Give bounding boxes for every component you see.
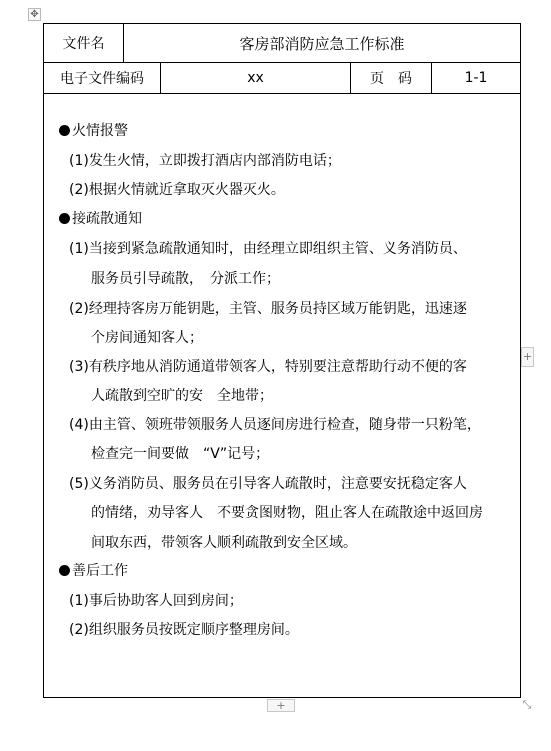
content-area <box>44 94 520 697</box>
header-row-title <box>44 24 520 63</box>
insert-row-button[interactable] <box>267 699 295 712</box>
plus-icon: + <box>522 350 533 363</box>
list-item: (3)有秩序地从消防通道带领客人，特别要注意帮助行动不便的客 <box>69 359 467 375</box>
header-row-code <box>44 63 520 94</box>
list-item-continuation: 个房间通知客人； <box>91 330 203 346</box>
list-item-continuation: 的情绪，劝导客人 不要贪图财物，阻止客人在疏散途中返回房 <box>91 505 483 521</box>
bullet-icon <box>59 125 70 136</box>
section-title: 火情报警 <box>72 123 128 139</box>
list-item-continuation: 检查完一间要做 “V”记号； <box>91 446 270 462</box>
document-table <box>43 23 521 698</box>
bullet-icon <box>59 565 70 576</box>
code-label: 电子文件编码 <box>60 71 144 87</box>
list-item: (1)当接到紧急疏散通知时，由经理立即组织主管、义务消防员、 <box>69 241 467 257</box>
section-title: 善后工作 <box>72 563 128 579</box>
list-item-continuation: 服务员引导疏散， 分派工作； <box>91 271 280 287</box>
file-name-label-cell <box>44 24 124 62</box>
section-title: 接疏散通知 <box>72 211 142 227</box>
section-evacuation-heading <box>59 209 142 229</box>
page-label: 页 码 <box>370 71 412 87</box>
list-item: (4)由主管、领班带领服务人员逐间房进行检查，随身带一只粉笔， <box>69 417 481 433</box>
list-item: (1)发生火情，立即拨打酒店内部消防电话； <box>69 153 341 169</box>
list-item: (2)经理持客房万能钥匙，主管、服务员持区域万能钥匙，迅速逐 <box>69 301 467 317</box>
code-value-cell <box>161 63 351 93</box>
bullet-icon <box>59 213 70 224</box>
list-item-continuation: 人疏散到空旷的安 全地带； <box>91 388 273 404</box>
document-title: 客房部消防应急工作标准 <box>239 34 405 53</box>
file-name-label: 文件名 <box>62 36 105 52</box>
list-item: (5)义务消防员、服务员在引导客人疏散时，注意要安抚稳定客人 <box>69 476 467 492</box>
code-label-cell <box>44 63 161 93</box>
page-value-cell <box>432 63 520 93</box>
list-item-continuation: 间取东西，带领客人顺利疏散到安全区域。 <box>91 535 357 551</box>
document-title-cell <box>124 24 520 62</box>
section-fire-alarm-heading <box>59 121 128 141</box>
plus-icon: + <box>276 699 286 712</box>
insert-column-button[interactable] <box>521 347 534 367</box>
section-aftermath-heading <box>59 561 128 581</box>
code-value: xx <box>247 70 264 86</box>
table-move-handle-icon[interactable]: ✥ <box>28 8 41 21</box>
list-item: (1)事后协助客人回到房间； <box>69 593 243 609</box>
page-label-cell <box>351 63 432 93</box>
list-item: (2)根据火情就近拿取灭火器灭火。 <box>69 182 285 198</box>
page-value: 1-1 <box>464 70 488 86</box>
table-resize-icon[interactable]: ⤡ <box>522 698 532 711</box>
list-item: (2)组织服务员按既定顺序整理房间。 <box>69 622 299 638</box>
